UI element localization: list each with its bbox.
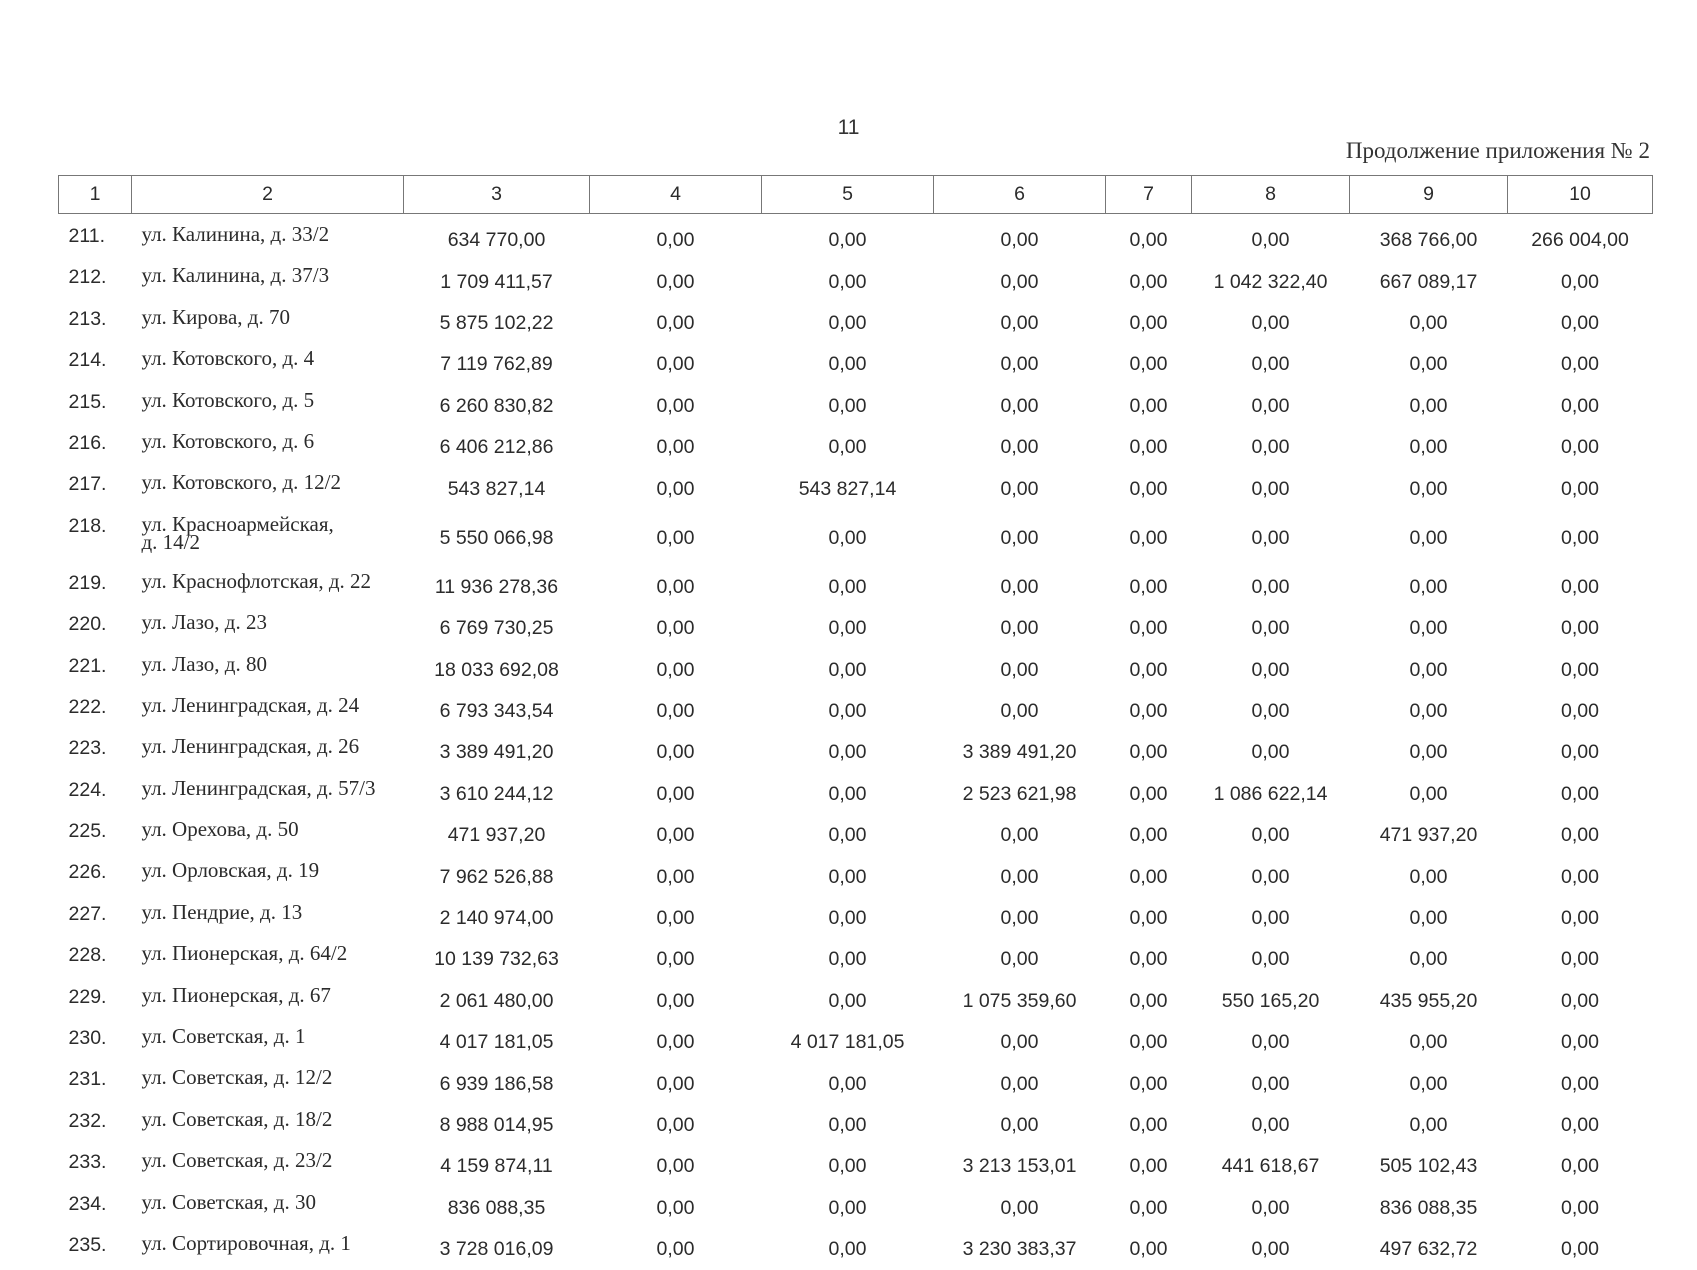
value-col-9: 471 937,20 [1350, 815, 1508, 856]
table-row [59, 1105, 1653, 1146]
value-col-3: 4 017 181,05 [404, 1022, 590, 1063]
value-col-9: 497 632,72 [1350, 1229, 1508, 1270]
value-col-8: 0,00 [1192, 1063, 1350, 1104]
value-col-5: 0,00 [762, 261, 934, 302]
value-col-8: 0,00 [1192, 691, 1350, 732]
value-col-6: 2 523 621,98 [934, 774, 1106, 815]
value-col-10: 0,00 [1508, 261, 1653, 302]
value-col-9: 435 955,20 [1350, 981, 1508, 1022]
value-col-7: 0,00 [1106, 261, 1192, 302]
value-col-6: 0,00 [934, 1022, 1106, 1063]
row-number: 218. [59, 510, 132, 567]
value-col-9: 0,00 [1350, 608, 1508, 649]
table-row [59, 510, 1653, 567]
row-number: 211. [59, 220, 132, 261]
value-col-8: 0,00 [1192, 815, 1350, 856]
row-number: 222. [59, 691, 132, 732]
value-col-5: 0,00 [762, 898, 934, 939]
table-row [59, 815, 1653, 856]
column-header-10: 10 [1508, 176, 1653, 214]
value-col-9: 0,00 [1350, 303, 1508, 344]
value-col-5: 0,00 [762, 650, 934, 691]
row-number: 233. [59, 1146, 132, 1187]
value-col-8: 0,00 [1192, 386, 1350, 427]
value-col-8: 0,00 [1192, 1105, 1350, 1146]
column-header-4: 4 [590, 176, 762, 214]
value-col-8: 0,00 [1192, 303, 1350, 344]
value-col-5: 0,00 [762, 344, 934, 385]
address: ул. Котовского, д. 12/2 [132, 468, 404, 509]
address: ул. Котовского, д. 4 [132, 344, 404, 385]
value-col-3: 3 389 491,20 [404, 732, 590, 773]
address: ул. Орловская, д. 19 [132, 856, 404, 897]
address: ул. Советская, д. 23/2 [132, 1146, 404, 1187]
address: ул. Орехова, д. 50 [132, 815, 404, 856]
appendix-table [58, 175, 1653, 1270]
address: ул. Пионерская, д. 64/2 [132, 939, 404, 980]
value-col-3: 10 139 732,63 [404, 939, 590, 980]
value-col-3: 634 770,00 [404, 220, 590, 261]
value-col-4: 0,00 [590, 344, 762, 385]
table-row [59, 567, 1653, 608]
value-col-8: 0,00 [1192, 856, 1350, 897]
row-number: 220. [59, 608, 132, 649]
value-col-6: 0,00 [934, 815, 1106, 856]
table-row [59, 220, 1653, 261]
value-col-7: 0,00 [1106, 939, 1192, 980]
column-header-8: 8 [1192, 176, 1350, 214]
address: ул. Сортировочная, д. 1 [132, 1229, 404, 1270]
value-col-9: 836 088,35 [1350, 1188, 1508, 1229]
row-number: 235. [59, 1229, 132, 1270]
value-col-7: 0,00 [1106, 1022, 1192, 1063]
value-col-5: 0,00 [762, 815, 934, 856]
column-header-row [59, 176, 1653, 214]
address: ул. Советская, д. 30 [132, 1188, 404, 1229]
table-row [59, 981, 1653, 1022]
value-col-4: 0,00 [590, 510, 762, 567]
value-col-9: 0,00 [1350, 939, 1508, 980]
value-col-7: 0,00 [1106, 344, 1192, 385]
value-col-7: 0,00 [1106, 1188, 1192, 1229]
table-row [59, 691, 1653, 732]
column-header-1: 1 [59, 176, 132, 214]
value-col-8: 550 165,20 [1192, 981, 1350, 1022]
value-col-3: 8 988 014,95 [404, 1105, 590, 1146]
value-col-8: 0,00 [1192, 344, 1350, 385]
row-number: 229. [59, 981, 132, 1022]
row-number: 230. [59, 1022, 132, 1063]
value-col-9: 0,00 [1350, 732, 1508, 773]
address: ул. Советская, д. 1 [132, 1022, 404, 1063]
row-number: 223. [59, 732, 132, 773]
address: ул. Кирова, д. 70 [132, 303, 404, 344]
value-col-3: 2 140 974,00 [404, 898, 590, 939]
value-col-9: 0,00 [1350, 1063, 1508, 1104]
value-col-9: 0,00 [1350, 1022, 1508, 1063]
value-col-4: 0,00 [590, 427, 762, 468]
value-col-7: 0,00 [1106, 815, 1192, 856]
value-col-10: 0,00 [1508, 468, 1653, 509]
value-col-6: 0,00 [934, 608, 1106, 649]
value-col-4: 0,00 [590, 981, 762, 1022]
value-col-3: 6 769 730,25 [404, 608, 590, 649]
table-row [59, 1063, 1653, 1104]
value-col-3: 11 936 278,36 [404, 567, 590, 608]
value-col-6: 0,00 [934, 468, 1106, 509]
value-col-9: 0,00 [1350, 427, 1508, 468]
value-col-10: 0,00 [1508, 1063, 1653, 1104]
column-header-5: 5 [762, 176, 934, 214]
value-col-6: 0,00 [934, 691, 1106, 732]
table-row [59, 650, 1653, 691]
value-col-10: 0,00 [1508, 691, 1653, 732]
value-col-3: 5 875 102,22 [404, 303, 590, 344]
value-col-8: 0,00 [1192, 510, 1350, 567]
value-col-7: 0,00 [1106, 427, 1192, 468]
value-col-7: 0,00 [1106, 608, 1192, 649]
value-col-6: 0,00 [934, 344, 1106, 385]
value-col-7: 0,00 [1106, 386, 1192, 427]
page-number: 11 [0, 116, 1697, 140]
address: ул. Красноармейская, д. 14/2 [132, 510, 404, 567]
value-col-5: 0,00 [762, 220, 934, 261]
value-col-7: 0,00 [1106, 732, 1192, 773]
value-col-6: 0,00 [934, 898, 1106, 939]
column-header-3: 3 [404, 176, 590, 214]
value-col-9: 0,00 [1350, 567, 1508, 608]
value-col-6: 3 230 383,37 [934, 1229, 1106, 1270]
value-col-8: 0,00 [1192, 939, 1350, 980]
value-col-9: 0,00 [1350, 344, 1508, 385]
row-number: 213. [59, 303, 132, 344]
value-col-7: 0,00 [1106, 1146, 1192, 1187]
value-col-10: 0,00 [1508, 427, 1653, 468]
value-col-7: 0,00 [1106, 650, 1192, 691]
value-col-3: 3 728 016,09 [404, 1229, 590, 1270]
value-col-5: 4 017 181,05 [762, 1022, 934, 1063]
table-row [59, 898, 1653, 939]
table-row [59, 344, 1653, 385]
table-row [59, 261, 1653, 302]
value-col-4: 0,00 [590, 856, 762, 897]
value-col-9: 0,00 [1350, 1105, 1508, 1146]
table-row [59, 303, 1653, 344]
value-col-10: 0,00 [1508, 303, 1653, 344]
value-col-6: 0,00 [934, 261, 1106, 302]
row-number: 216. [59, 427, 132, 468]
value-col-6: 0,00 [934, 303, 1106, 344]
value-col-8: 441 618,67 [1192, 1146, 1350, 1187]
value-col-5: 543 827,14 [762, 468, 934, 509]
value-col-7: 0,00 [1106, 567, 1192, 608]
value-col-10: 0,00 [1508, 1188, 1653, 1229]
row-number: 224. [59, 774, 132, 815]
value-col-4: 0,00 [590, 1063, 762, 1104]
value-col-10: 0,00 [1508, 981, 1653, 1022]
value-col-4: 0,00 [590, 303, 762, 344]
address: ул. Калинина, д. 37/3 [132, 261, 404, 302]
value-col-4: 0,00 [590, 774, 762, 815]
value-col-9: 0,00 [1350, 468, 1508, 509]
value-col-4: 0,00 [590, 220, 762, 261]
value-col-10: 0,00 [1508, 732, 1653, 773]
value-col-5: 0,00 [762, 691, 934, 732]
value-col-9: 667 089,17 [1350, 261, 1508, 302]
value-col-7: 0,00 [1106, 1063, 1192, 1104]
value-col-10: 0,00 [1508, 650, 1653, 691]
value-col-4: 0,00 [590, 732, 762, 773]
address: ул. Пионерская, д. 67 [132, 981, 404, 1022]
value-col-4: 0,00 [590, 1188, 762, 1229]
row-number: 219. [59, 567, 132, 608]
column-header-9: 9 [1350, 176, 1508, 214]
value-col-4: 0,00 [590, 1146, 762, 1187]
value-col-4: 0,00 [590, 1022, 762, 1063]
value-col-6: 0,00 [934, 1063, 1106, 1104]
value-col-5: 0,00 [762, 567, 934, 608]
table-body [59, 214, 1653, 1270]
value-col-10: 0,00 [1508, 1146, 1653, 1187]
value-col-3: 6 260 830,82 [404, 386, 590, 427]
value-col-10: 0,00 [1508, 898, 1653, 939]
value-col-6: 0,00 [934, 220, 1106, 261]
value-col-6: 3 389 491,20 [934, 732, 1106, 773]
value-col-6: 0,00 [934, 939, 1106, 980]
value-col-6: 0,00 [934, 1188, 1106, 1229]
table-row [59, 856, 1653, 897]
value-col-5: 0,00 [762, 939, 934, 980]
table-row [59, 608, 1653, 649]
value-col-3: 3 610 244,12 [404, 774, 590, 815]
row-number: 232. [59, 1105, 132, 1146]
value-col-4: 0,00 [590, 650, 762, 691]
value-col-8: 0,00 [1192, 1188, 1350, 1229]
value-col-5: 0,00 [762, 608, 934, 649]
value-col-6: 3 213 153,01 [934, 1146, 1106, 1187]
value-col-7: 0,00 [1106, 774, 1192, 815]
value-col-10: 0,00 [1508, 567, 1653, 608]
value-col-7: 0,00 [1106, 468, 1192, 509]
value-col-5: 0,00 [762, 774, 934, 815]
value-col-10: 0,00 [1508, 386, 1653, 427]
value-col-5: 0,00 [762, 1188, 934, 1229]
value-col-10: 266 004,00 [1508, 220, 1653, 261]
row-number: 226. [59, 856, 132, 897]
table-row [59, 427, 1653, 468]
value-col-5: 0,00 [762, 386, 934, 427]
value-col-3: 5 550 066,98 [404, 510, 590, 567]
value-col-4: 0,00 [590, 815, 762, 856]
value-col-3: 18 033 692,08 [404, 650, 590, 691]
value-col-7: 0,00 [1106, 691, 1192, 732]
address: ул. Советская, д. 18/2 [132, 1105, 404, 1146]
value-col-8: 0,00 [1192, 220, 1350, 261]
value-col-8: 0,00 [1192, 427, 1350, 468]
value-col-4: 0,00 [590, 691, 762, 732]
appendix-continuation-note: Продолжение приложения № 2 [1346, 138, 1650, 164]
value-col-10: 0,00 [1508, 344, 1653, 385]
table-row [59, 939, 1653, 980]
value-col-6: 0,00 [934, 856, 1106, 897]
value-col-9: 0,00 [1350, 691, 1508, 732]
value-col-9: 0,00 [1350, 386, 1508, 427]
value-col-9: 368 766,00 [1350, 220, 1508, 261]
value-col-6: 0,00 [934, 427, 1106, 468]
row-number: 227. [59, 898, 132, 939]
value-col-3: 7 962 526,88 [404, 856, 590, 897]
row-number: 234. [59, 1188, 132, 1229]
value-col-8: 0,00 [1192, 732, 1350, 773]
address: ул. Ленинградская, д. 26 [132, 732, 404, 773]
value-col-8: 0,00 [1192, 608, 1350, 649]
value-col-4: 0,00 [590, 608, 762, 649]
column-header-6: 6 [934, 176, 1106, 214]
row-number: 228. [59, 939, 132, 980]
row-number: 225. [59, 815, 132, 856]
value-col-5: 0,00 [762, 427, 934, 468]
value-col-3: 4 159 874,11 [404, 1146, 590, 1187]
address: ул. Лазо, д. 80 [132, 650, 404, 691]
value-col-8: 0,00 [1192, 898, 1350, 939]
value-col-10: 0,00 [1508, 608, 1653, 649]
value-col-3: 6 939 186,58 [404, 1063, 590, 1104]
value-col-5: 0,00 [762, 1105, 934, 1146]
value-col-5: 0,00 [762, 303, 934, 344]
value-col-4: 0,00 [590, 386, 762, 427]
address: ул. Калинина, д. 33/2 [132, 220, 404, 261]
value-col-4: 0,00 [590, 939, 762, 980]
column-header-7: 7 [1106, 176, 1192, 214]
value-col-6: 0,00 [934, 567, 1106, 608]
address: ул. Ленинградская, д. 57/3 [132, 774, 404, 815]
value-col-6: 1 075 359,60 [934, 981, 1106, 1022]
address: ул. Пендрие, д. 13 [132, 898, 404, 939]
value-col-10: 0,00 [1508, 1229, 1653, 1270]
value-col-5: 0,00 [762, 1229, 934, 1270]
address: ул. Советская, д. 12/2 [132, 1063, 404, 1104]
value-col-5: 0,00 [762, 510, 934, 567]
value-col-7: 0,00 [1106, 303, 1192, 344]
value-col-8: 0,00 [1192, 1022, 1350, 1063]
value-col-8: 0,00 [1192, 567, 1350, 608]
value-col-8: 0,00 [1192, 468, 1350, 509]
value-col-7: 0,00 [1106, 510, 1192, 567]
value-col-5: 0,00 [762, 1063, 934, 1104]
row-number: 212. [59, 261, 132, 302]
value-col-7: 0,00 [1106, 898, 1192, 939]
value-col-7: 0,00 [1106, 1229, 1192, 1270]
value-col-10: 0,00 [1508, 1105, 1653, 1146]
value-col-10: 0,00 [1508, 856, 1653, 897]
value-col-9: 505 102,43 [1350, 1146, 1508, 1187]
value-col-8: 1 042 322,40 [1192, 261, 1350, 302]
value-col-10: 0,00 [1508, 1022, 1653, 1063]
value-col-7: 0,00 [1106, 981, 1192, 1022]
value-col-9: 0,00 [1350, 774, 1508, 815]
value-col-6: 0,00 [934, 510, 1106, 567]
value-col-10: 0,00 [1508, 510, 1653, 567]
column-header-2: 2 [132, 176, 404, 214]
value-col-3: 6 793 343,54 [404, 691, 590, 732]
table-row [59, 1146, 1653, 1187]
value-col-4: 0,00 [590, 1105, 762, 1146]
value-col-10: 0,00 [1508, 939, 1653, 980]
value-col-8: 0,00 [1192, 650, 1350, 691]
value-col-5: 0,00 [762, 1146, 934, 1187]
table-row [59, 1022, 1653, 1063]
table-row [59, 468, 1653, 509]
value-col-7: 0,00 [1106, 1105, 1192, 1146]
value-col-4: 0,00 [590, 261, 762, 302]
value-col-3: 6 406 212,86 [404, 427, 590, 468]
value-col-6: 0,00 [934, 386, 1106, 427]
value-col-9: 0,00 [1350, 856, 1508, 897]
value-col-6: 0,00 [934, 1105, 1106, 1146]
value-col-6: 0,00 [934, 650, 1106, 691]
value-col-5: 0,00 [762, 856, 934, 897]
value-col-3: 836 088,35 [404, 1188, 590, 1229]
table-row [59, 1229, 1653, 1270]
value-col-9: 0,00 [1350, 898, 1508, 939]
value-col-7: 0,00 [1106, 220, 1192, 261]
table-row [59, 386, 1653, 427]
row-number: 217. [59, 468, 132, 509]
value-col-3: 2 061 480,00 [404, 981, 590, 1022]
table-row [59, 1188, 1653, 1229]
value-col-4: 0,00 [590, 1229, 762, 1270]
value-col-10: 0,00 [1508, 774, 1653, 815]
row-number: 221. [59, 650, 132, 691]
table-row [59, 732, 1653, 773]
value-col-3: 1 709 411,57 [404, 261, 590, 302]
value-col-9: 0,00 [1350, 650, 1508, 691]
row-number: 231. [59, 1063, 132, 1104]
value-col-4: 0,00 [590, 468, 762, 509]
value-col-3: 471 937,20 [404, 815, 590, 856]
value-col-7: 0,00 [1106, 856, 1192, 897]
row-number: 214. [59, 344, 132, 385]
table-row [59, 774, 1653, 815]
value-col-10: 0,00 [1508, 815, 1653, 856]
address: ул. Краснофлотская, д. 22 [132, 567, 404, 608]
address: ул. Ленинградская, д. 24 [132, 691, 404, 732]
value-col-3: 543 827,14 [404, 468, 590, 509]
address: ул. Котовского, д. 6 [132, 427, 404, 468]
value-col-5: 0,00 [762, 732, 934, 773]
value-col-3: 7 119 762,89 [404, 344, 590, 385]
value-col-4: 0,00 [590, 898, 762, 939]
value-col-8: 0,00 [1192, 1229, 1350, 1270]
address: ул. Котовского, д. 5 [132, 386, 404, 427]
row-number: 215. [59, 386, 132, 427]
value-col-9: 0,00 [1350, 510, 1508, 567]
value-col-5: 0,00 [762, 981, 934, 1022]
address: ул. Лазо, д. 23 [132, 608, 404, 649]
value-col-8: 1 086 622,14 [1192, 774, 1350, 815]
value-col-4: 0,00 [590, 567, 762, 608]
